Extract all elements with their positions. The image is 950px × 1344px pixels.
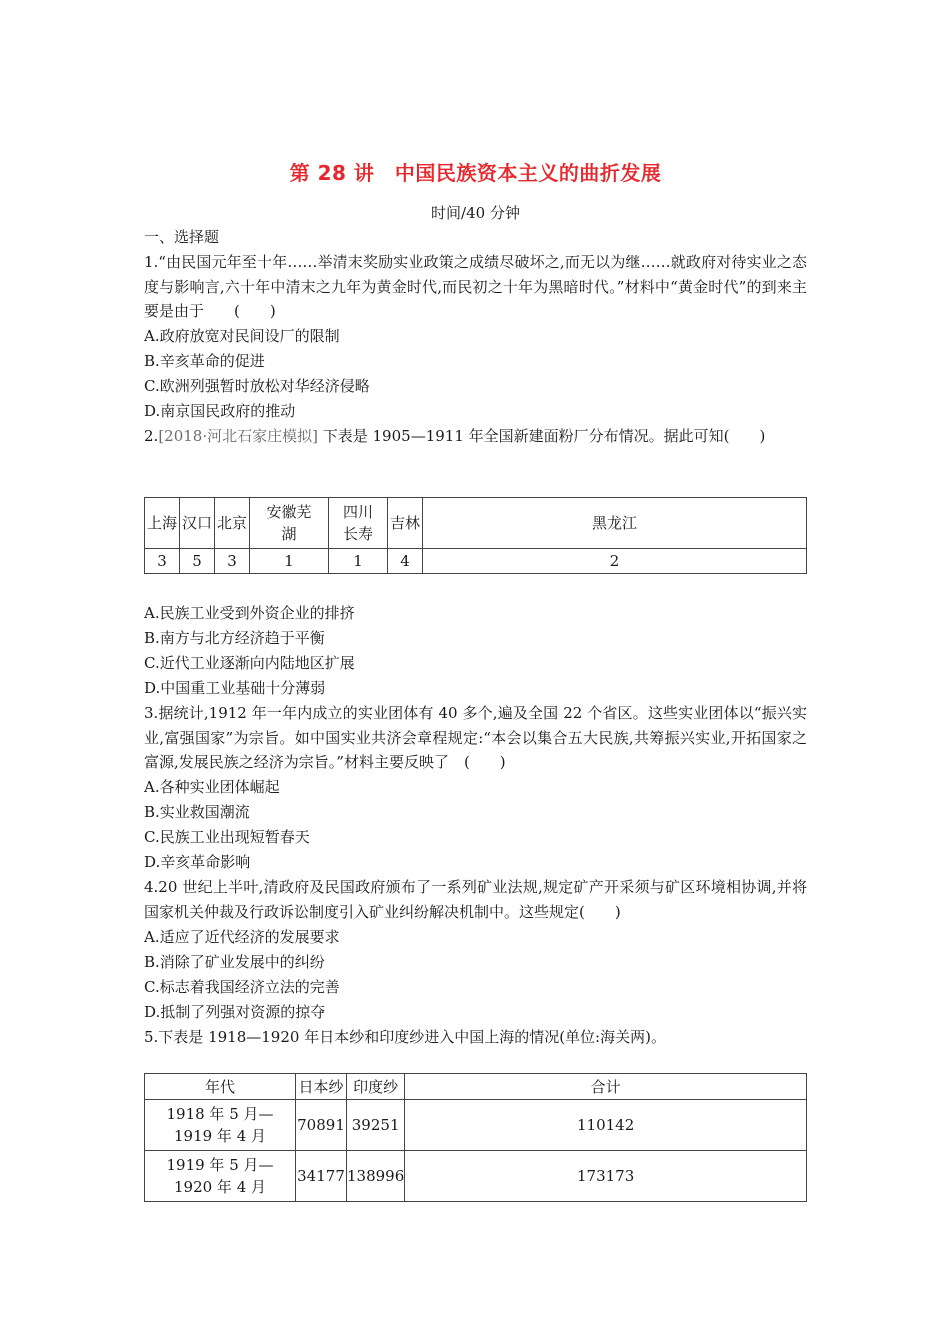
question-2-option-b[interactable]: B.南方与北方经济趋于平衡 [144,629,325,647]
table-header-cell: 年代 [145,1074,296,1100]
table-header-cell: 汉口 [180,498,215,549]
table-cell: 1918 年 5 月—1919 年 4 月 [145,1100,296,1151]
time-limit: 时间/40 分钟 [431,204,520,222]
table-cell: 173173 [405,1151,807,1202]
table-cell: 138996 [347,1151,405,1202]
question-4-option-d[interactable]: D.抵制了列强对资源的掠夺 [144,1003,326,1021]
table-cell: 4 [388,549,423,574]
question-1-option-d[interactable]: D.南京国民政府的推动 [144,402,296,420]
table-cell: 1 [250,549,329,574]
page-title: 第 28 讲 中国民族资本主义的曲折发展 [289,161,662,185]
question-1-stem: 1.“由民国元年至十年……举清末奖励实业政策之成绩尽破坏之,而无以为继……就政府对待实业之态度与影响言,六十年中清末之九年为黄金时代,而民初之十年为黑暗时代。”材料中“黄金时代”的到来主要是由于 ( ) [144,253,807,320]
table-cell: 34177 [296,1151,347,1202]
table-cell: 1 [329,549,388,574]
question-1-option-b[interactable]: B.辛亥革命的促进 [144,352,265,370]
question-5-stem: 5.下表是 1918—1920 年日本纱和印度纱进入中国上海的情况(单位:海关两)。 [144,1028,666,1046]
table-header-cell: 合计 [405,1074,807,1100]
question-3-stem: 3.据统计,1912 年一年内成立的实业团体有 40 多个,遍及全国 22 个省区。这些实业团体以“振兴实业,富强国家”为宗旨。如中国实业共济会章程规定:“本会以集合五大民族,共筹振兴实业,开拓国家之富源,发展民族之经济为宗旨。”材料主要反映了 ( ) [144,704,807,771]
question-2-option-a[interactable]: A.民族工业受到外资企业的排挤 [144,604,355,622]
table-header-cell: 黑龙江 [423,498,807,549]
table-header-cell: 安徽芜湖 [250,498,329,549]
question-4-option-c[interactable]: C.标志着我国经济立法的完善 [144,978,340,996]
table-cell: 5 [180,549,215,574]
question-2-stem [144,424,807,449]
question-2-option-d[interactable]: D.中国重工业基础十分薄弱 [144,679,326,697]
table-cell: 1919 年 5 月—1920 年 4 月 [145,1151,296,1202]
question-1-option-c[interactable]: C.欧洲列强暂时放松对华经济侵略 [144,377,370,395]
question-2-option-c[interactable]: C.近代工业逐渐向内陆地区扩展 [144,654,355,672]
table-cell: 110142 [405,1100,807,1151]
table-cell: 3 [215,549,250,574]
question-2-number: 2. [144,427,159,445]
table-header-cell: 印度纱 [347,1074,405,1100]
section-heading: 一、选择题 [144,228,220,246]
question-4-stem: 4.20 世纪上半叶,清政府及民国政府颁布了一系列矿业法规,规定矿产开采须与矿区环境相协调,并将国家机关仲裁及行政诉讼制度引入矿业纠纷解决机制中。这些规定( ) [144,878,807,921]
table-cell: 70891 [296,1100,347,1151]
table-cell: 39251 [347,1100,405,1151]
question-3-option-d[interactable]: D.辛亥革命影响 [144,853,251,871]
table-header-cell: 吉林 [388,498,423,549]
question-3-option-c[interactable]: C.民族工业出现短暂春天 [144,828,310,846]
question-1-option-a[interactable]: A.政府放宽对民间设厂的限制 [144,327,340,345]
question-3-option-a[interactable]: A.各种实业团体崛起 [144,778,280,796]
question-3-option-b[interactable]: B.实业救国潮流 [144,803,250,821]
table-header-cell: 四川长寿 [329,498,388,549]
table-header-cell: 日本纱 [296,1074,347,1100]
yarn-import-table [144,1073,807,1202]
table-header-cell: 上海 [145,498,180,549]
table-header-cell: 北京 [215,498,250,549]
question-2-source: [2018·河北石家庄模拟] [158,427,318,445]
table-cell: 3 [145,549,180,574]
question-4-option-b[interactable]: B.消除了矿业发展中的纠纷 [144,953,325,971]
table-cell: 2 [423,549,807,574]
flour-mill-table [144,497,807,574]
question-4-option-a[interactable]: A.适应了近代经济的发展要求 [144,928,340,946]
question-2-text: 下表是 1905—1911 年全国新建面粉厂分布情况。据此可知( ) [322,427,766,445]
